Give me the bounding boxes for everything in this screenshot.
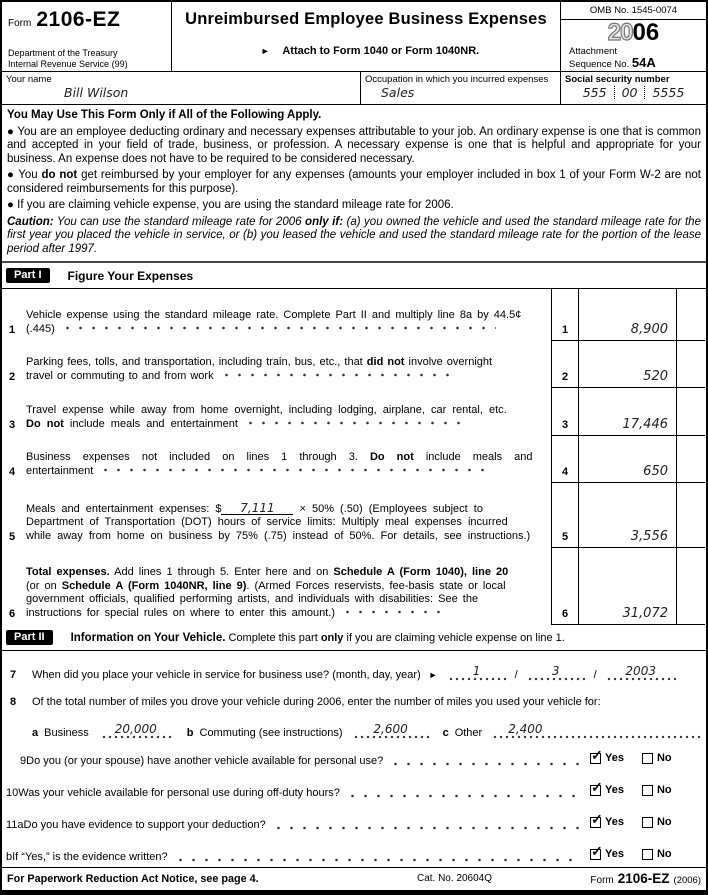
amount-value: 31,072	[622, 606, 668, 621]
form-title: Unreimbursed Employee Business Expenses	[185, 10, 547, 28]
part2-title: Information on Your Vehicle. Complete this part only if you are claiming vehicle expense on line 1.	[70, 631, 565, 644]
occupation-cell	[360, 72, 560, 104]
line-number: 6	[9, 608, 16, 620]
line-number: 10	[6, 786, 19, 799]
dot-leader	[244, 418, 466, 427]
ssn-label: Social security number	[565, 74, 670, 85]
line1-amount-box[interactable]	[578, 289, 676, 341]
line3-amount-box[interactable]	[578, 388, 676, 436]
cents-box[interactable]	[676, 388, 705, 436]
line-description: Vehicle expense using the standard mileage rate. Complete Part II and multiply line 8a by 44.5¢ (.445)	[26, 309, 522, 335]
your-name-label: Your name	[6, 74, 52, 85]
no-label: No	[656, 848, 672, 860]
amount-value: 3,556	[630, 529, 668, 544]
line-number: 3	[9, 419, 16, 431]
line-description: Travel expense while away from home overnight, including lodging, airplane, car rental, etc. Do not include meals and entertainment	[26, 404, 507, 430]
expense-row-1	[2, 289, 706, 341]
ssn-cell	[560, 72, 706, 104]
omb-block	[560, 2, 706, 71]
dot-leader	[220, 370, 452, 379]
amount-value: 650	[643, 464, 668, 479]
yes-checkbox[interactable]	[590, 817, 601, 828]
cents-box[interactable]	[676, 436, 705, 483]
line2-amount-box[interactable]	[578, 341, 676, 388]
no-checkbox[interactable]	[642, 785, 653, 796]
line8c-label: Other	[454, 727, 483, 739]
service-date-year-field[interactable]: 2003	[606, 667, 676, 681]
line-number-box: 3	[551, 388, 578, 436]
bullet-icon: ●	[7, 199, 14, 211]
yes-no-group	[590, 816, 702, 828]
yes-label: Yes	[605, 816, 624, 828]
expense-row-4	[2, 436, 706, 483]
sequence-number: 54A	[631, 55, 656, 70]
yes-checkbox[interactable]	[590, 785, 601, 796]
line-number: 5	[9, 531, 16, 543]
line-number: 8	[10, 696, 17, 708]
no-label: No	[656, 784, 672, 796]
line6-amount-box[interactable]	[578, 548, 676, 625]
ssn-separator	[644, 86, 645, 99]
attachment-sequence: Attachment Sequence No. 54A	[569, 46, 656, 70]
yes-label: Yes	[605, 784, 624, 796]
line-number-box: 4	[551, 436, 578, 483]
yes-no-group	[590, 752, 702, 764]
question-text: Do you (or your spouse) have another vehicle available for personal use?	[26, 754, 384, 767]
other-miles-field[interactable]: 2,400	[492, 725, 702, 739]
amount-value: 520	[643, 369, 668, 384]
eligibility-bullet-2: ● You do not get reimbursed by your employer for any expenses (amounts your employer included in box 1 of your Form W-2 are not considered reimbursements for this purpose).	[7, 169, 701, 195]
your-name-cell	[2, 72, 360, 104]
your-name-field[interactable]: Bill Wilson	[64, 85, 129, 100]
line5-amount-box[interactable]	[578, 483, 676, 548]
footer-form-word: Form	[590, 875, 614, 886]
yes-checkbox[interactable]	[590, 849, 601, 860]
no-checkbox[interactable]	[642, 753, 653, 764]
line7-question: When did you place your vehicle in service for business use? (month, day, year)	[32, 669, 421, 681]
caution-note: Caution: You can use the standard mileage rate for 2006 only if: (a) you owned the vehicle and used the standard mileage rate for the first year you placed the vehicle in service, or (b) you leased the vehicle and used the standard mileage rate for the portion of the lease period after 1997.	[7, 215, 701, 255]
ssn-field[interactable]: 555 00 5555	[582, 85, 685, 100]
footer-form-year: (2006)	[673, 875, 701, 886]
line-description: Business expenses not included on lines 1 through 3. Do not include meals and entertainment	[26, 451, 533, 477]
expense-row-6	[2, 548, 706, 625]
line-number-box: 2	[551, 341, 578, 388]
cents-box[interactable]	[676, 289, 705, 341]
line7-row	[6, 664, 702, 681]
line-number: 9	[20, 754, 27, 767]
dot-leader	[346, 791, 582, 800]
no-label: No	[656, 752, 672, 764]
title-block	[172, 2, 560, 71]
right-arrow-icon: ►	[260, 46, 270, 56]
amount-value: 17,446	[622, 417, 668, 432]
line8-intro: Of the total number of miles you drove your vehicle during 2006, enter the number of miles you used your vehicle for:	[32, 696, 601, 708]
yes-label: Yes	[605, 848, 624, 860]
part1-title: Figure Your Expenses	[67, 268, 194, 283]
line-description: Meals and entertainment expenses: $ 7,111 × 50% (.50) (Employees subject to Department of Transportation (DOT) hours of service limits: Multiply meal expenses incurred while away from home on business by 75% (.75) instead of 50%. For details, see instructions.)	[26, 500, 531, 542]
line-number: 2	[9, 371, 16, 383]
line-description: Total expenses. Add lines 1 through 5. Enter here and on Schedule A (Form 1040), line 20 (or on Schedule A (Form 1040NR, line 9). (Armed Forces reservists, fee-basis state or local government officials, qualified performing artists, and individuals with disabilities: See the instructions for special rules on where to enter this amount.)	[26, 566, 509, 619]
part2-header	[2, 625, 706, 651]
question-text: Was your vehicle available for personal use during off-duty hours?	[18, 786, 340, 799]
form-word: Form	[8, 18, 32, 29]
line8b-letter: b	[186, 727, 194, 739]
omb-number: OMB No. 1545-0074	[561, 2, 706, 20]
eligibility-heading: You May Use This Form Only if All of the Following Apply.	[7, 109, 322, 121]
amount-value: 8,900	[630, 322, 668, 337]
date-separator: /	[514, 669, 518, 681]
line-number-box: 1	[551, 289, 578, 341]
dot-leader	[389, 759, 582, 768]
bullet-icon: ●	[7, 125, 15, 138]
bullet-icon: ●	[7, 169, 15, 181]
line-number: b	[6, 850, 13, 863]
footer-form-number: 2106-EZ	[617, 871, 670, 886]
question-row-9	[6, 752, 702, 771]
dot-leader	[174, 855, 582, 864]
no-label: No	[656, 816, 672, 828]
question-text: Do you have evidence to support your deduction?	[23, 818, 266, 831]
yes-label: Yes	[605, 752, 624, 764]
cents-box[interactable]	[676, 341, 705, 388]
form-footer	[2, 867, 706, 890]
no-checkbox[interactable]	[642, 849, 653, 860]
tax-year: 2006	[607, 19, 660, 46]
occupation-label: Occupation in which you incurred expenses	[365, 74, 549, 85]
cents-box[interactable]	[676, 548, 705, 625]
line-number: 4	[9, 466, 16, 478]
line4-amount-box[interactable]	[578, 436, 676, 483]
expense-table	[2, 289, 706, 625]
date-separator: /	[593, 669, 597, 681]
dot-leader	[99, 465, 484, 474]
cents-box[interactable]	[676, 483, 705, 548]
eligibility-bullet-3: ● If you are claiming vehicle expense, you are using the standard mileage rate for 2006.	[7, 199, 454, 211]
part1-badge: Part I	[6, 268, 50, 283]
expense-row-2	[2, 341, 706, 388]
line-number: 7	[10, 669, 17, 681]
line8-row	[6, 696, 702, 708]
identity-row	[2, 72, 706, 105]
yes-no-group	[590, 848, 702, 860]
question-row-11a	[6, 816, 702, 835]
dot-leader	[341, 607, 449, 616]
dot-leader	[272, 823, 582, 832]
question-text: If “Yes,” is the evidence written?	[12, 850, 168, 863]
form-number: 2106-EZ	[36, 8, 121, 31]
catalog-number: Cat. No. 20604Q	[416, 873, 493, 884]
line8c-letter: c	[442, 727, 449, 739]
line-number: 1	[9, 324, 16, 336]
line-number: 11a	[6, 818, 24, 831]
eligibility-section	[2, 105, 706, 263]
form-header	[2, 2, 706, 72]
agency-name: Department of the Treasury Internal Revenue Service (99)	[8, 48, 128, 69]
line-number-box: 5	[551, 483, 578, 548]
occupation-field[interactable]: Sales	[381, 85, 415, 100]
footer-notice: For Paperwork Reduction Act Notice, see page 4.	[7, 872, 259, 885]
business-miles-field[interactable]: 20,000	[101, 725, 171, 739]
dot-leader	[61, 323, 496, 332]
question-row-10	[6, 784, 702, 803]
right-arrow-icon: ►	[428, 670, 438, 680]
expense-row-3	[2, 388, 706, 436]
service-date-month-field[interactable]: 1	[448, 667, 506, 681]
form-id-block	[2, 2, 172, 71]
eligibility-bullet-1: ● You are an employee deducting ordinary and necessary expenses attributable to your job. An ordinary expense is one that is common and accepted in your field of trade, business, or profession. A necessary expense is one that is helpful and appropriate for your business. An expense does not have to be required to be considered necessary.	[7, 125, 701, 165]
line8b-label: Commuting (see instructions)	[199, 727, 343, 739]
expense-row-5	[2, 483, 706, 548]
line8a-label: Business	[44, 727, 89, 739]
line-description: Parking fees, tolls, and transportation, including train, bus, etc., that did not involve overnight travel or commuting to and from work	[26, 356, 493, 382]
attach-instruction: ► Attach to Form 1040 or Form 1040NR.	[260, 45, 480, 57]
yes-no-group	[590, 784, 702, 796]
service-date-day-field[interactable]: 3	[527, 667, 585, 681]
part1-header	[2, 263, 706, 289]
line-number-box: 6	[551, 548, 578, 625]
no-checkbox[interactable]	[642, 817, 653, 828]
line8a-letter: a	[32, 727, 39, 739]
commuting-miles-field[interactable]: 2,600	[353, 725, 429, 739]
part2-badge: Part II	[6, 630, 53, 645]
vehicle-section	[2, 651, 706, 867]
question-row-11b	[6, 848, 702, 867]
yes-checkbox[interactable]	[590, 753, 601, 764]
ssn-separator	[614, 86, 615, 99]
line8-abc-row	[6, 722, 702, 739]
